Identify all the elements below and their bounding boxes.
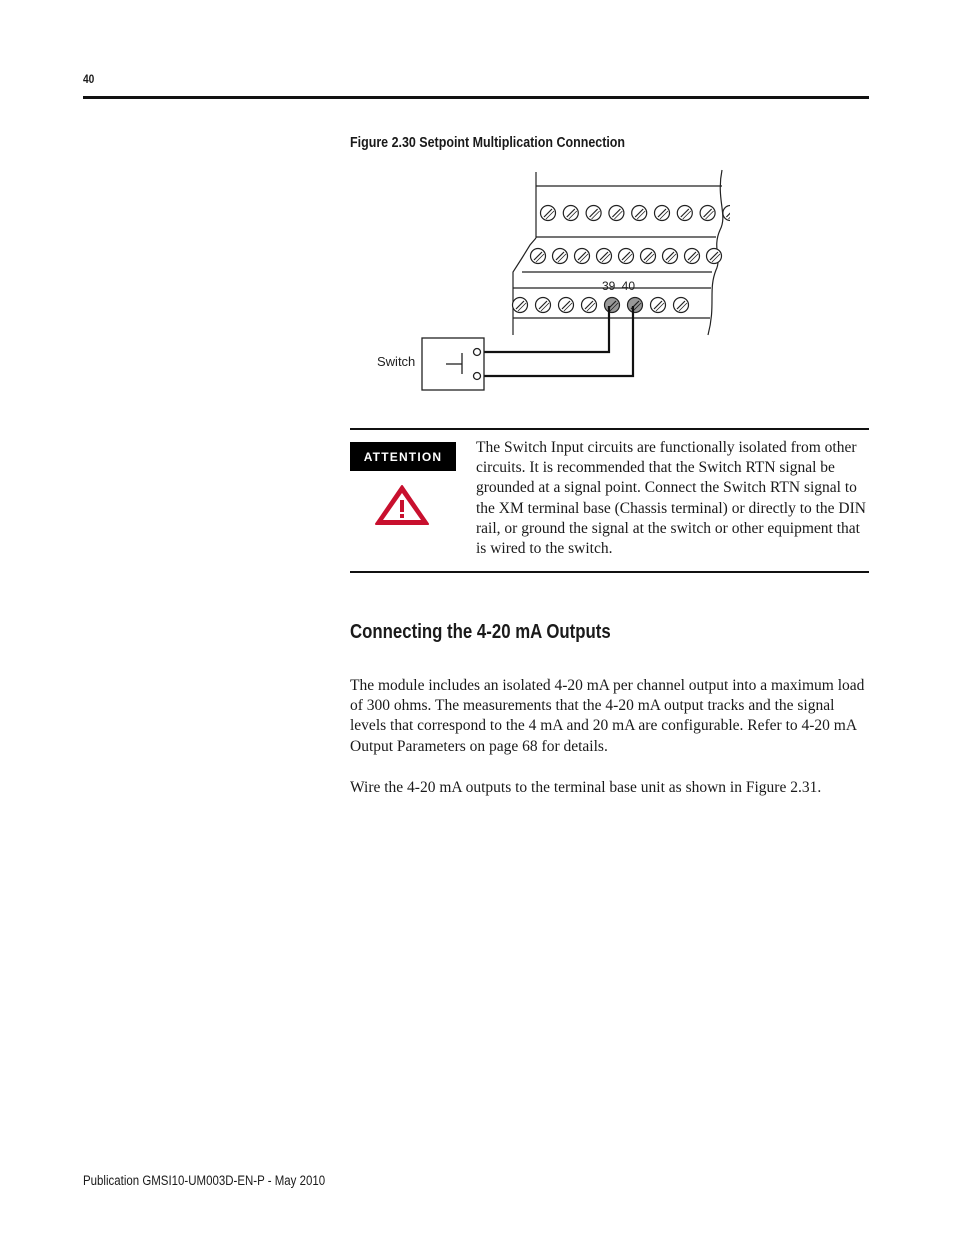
attention-top-rule — [350, 428, 869, 430]
page-number: 40 — [83, 72, 95, 86]
footer-publication: Publication GMSI10-UM003D-EN-P - May 2010 — [83, 1173, 326, 1188]
terminal-block — [513, 170, 731, 335]
terminal-numbers: 39 40 — [602, 279, 636, 293]
body-paragraph: The module includes an isolated 4-20 mA per channel output into a maximum load of 300 ohms. The measurements that the 4-20 mA output tracks and the signal levels that correspond to the 4 mA and 20 mA are configurable. Refer to 4-20 mA Output Parameters on page 68 for details. — [350, 677, 865, 755]
switch-box — [422, 338, 484, 390]
wiring-diagram — [370, 165, 730, 395]
switch-wires — [484, 306, 633, 376]
attention-bottom-rule — [350, 571, 869, 573]
header-rule — [83, 96, 869, 99]
warning-triangle-icon — [374, 484, 430, 526]
attention-badge: ATTENTION — [350, 442, 456, 471]
section-heading: Connecting the 4-20 mA Outputs — [350, 621, 611, 643]
switch-label: Switch — [377, 354, 416, 369]
body-paragraph: Wire the 4-20 mA outputs to the terminal base unit as shown in Figure 2.31. — [350, 779, 822, 796]
wire-terminal-40 — [484, 306, 633, 376]
figure-caption: Figure 2.30 Setpoint Multiplication Connection — [350, 135, 626, 151]
attention-text: The Switch Input circuits are functionally isolated from other circuits. It is recommended that the Switch RTN signal be grounded at a signal point. Connect the Switch RTN signal to the XM terminal base (Chassis terminal) or directly to the DIN rail, or ground the signal at the switch or other equipment that is wired to the switch. — [476, 439, 866, 558]
